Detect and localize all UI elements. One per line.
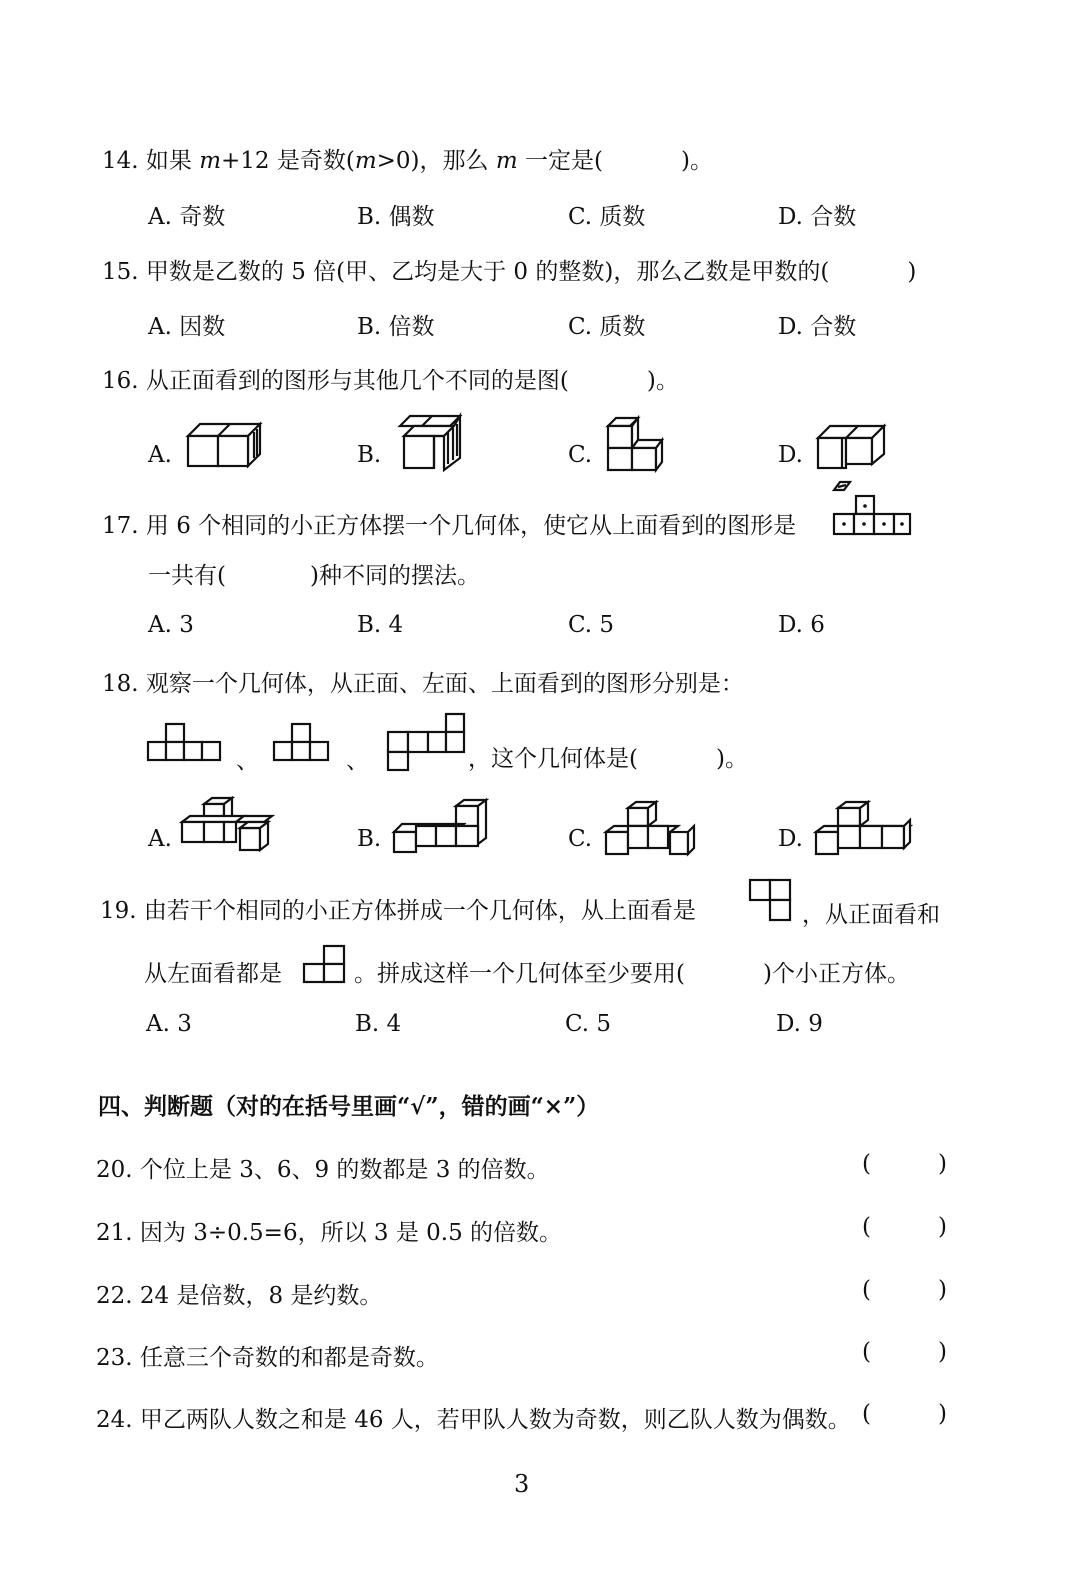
option-b: B. [357,826,382,852]
question-17 [102,507,796,540]
option-d: D. 9 [776,1011,823,1037]
question-text: )种不同的摆法。 [309,563,480,589]
question-text: ，从正面看和 [802,902,940,928]
cube-figure-b [398,414,468,474]
question-text: )。 [715,746,748,772]
question-number: 14. [102,148,139,174]
question-15 [102,253,916,286]
question-text: 一共有( [148,563,226,589]
question-text: ) [907,259,917,285]
question-14 [102,142,713,175]
question-text: 观察一个几何体，从正面、左面、上面看到的图形分别是： [145,671,744,697]
option-a: A. [148,826,172,852]
question-number: 18. [102,671,139,697]
separator: 、 [236,748,259,774]
question-17-line2 [148,557,480,590]
option-d: D. [778,826,803,852]
option-b: B. 倍数 [357,314,435,340]
question-text: 。拼成这样一个几何体至少要用( [354,961,685,987]
top-view-figure [746,876,794,924]
answer-bracket-open[interactable]: ( [862,1339,871,1365]
judgement-item-24 [96,1401,851,1434]
question-text: 甲乙两队人数之和是 46 人，若甲队人数为奇数，则乙队人数为偶数。 [139,1407,851,1433]
judgement-item-23 [96,1339,439,1372]
question-19-line2b [354,955,910,988]
variable-m: m [199,148,222,174]
option-b: B. [357,442,382,468]
question-19-line2a: 从左面看都是 [144,961,282,987]
question-text: 24 是倍数，8 是约数。 [139,1283,383,1309]
question-18 [102,665,744,698]
top-view-figure [384,710,470,774]
answer-bracket-close: ) [938,1277,947,1303]
question-text: 如果 [145,148,200,174]
option-c: C. [568,826,593,852]
question-number: 19. [100,898,137,924]
question-19 [100,892,696,925]
option-a: A. 3 [146,1011,192,1037]
question-text: )个小正方体。 [762,961,910,987]
question-number: 24. [96,1407,133,1433]
option-d: D. 6 [778,612,825,638]
variable-m: m [495,148,518,174]
option-d: D. 合数 [778,314,857,340]
question-text: 因为 3÷0.5=6，所以 3 是 0.5 的倍数。 [139,1220,563,1246]
cube-figure-a [180,796,280,858]
question-text: >0)，那么 [376,148,496,174]
question-number: 20. [96,1157,133,1183]
answer-bracket-close: ) [938,1214,947,1240]
option-c: C. [568,442,593,468]
left-view-figure [270,720,334,766]
question-18-line2 [468,740,748,773]
option-b: B. 4 [355,1011,402,1037]
question-text: +12 是奇数( [221,148,355,174]
question-text: 个位上是 3、6、9 的数都是 3 的倍数。 [139,1157,550,1183]
answer-bracket-close: ) [938,1151,947,1177]
judgement-item-20 [96,1151,550,1184]
answer-bracket-close: ) [938,1401,947,1427]
question-number: 23. [96,1345,133,1371]
option-c: C. 5 [565,1011,612,1037]
variable-m: m [354,148,377,174]
option-b: B. 偶数 [357,204,435,230]
question-text: 任意三个奇数的和都是奇数。 [139,1345,439,1371]
option-d: D. 合数 [778,204,857,230]
question-text: 甲数是乙数的 5 倍(甲、乙均是大于 0 的整数)，那么乙数是甲数的( [145,259,830,285]
option-a: A. 奇数 [148,204,226,230]
page-number: 3 [514,1470,530,1498]
answer-bracket-open[interactable]: ( [862,1214,871,1240]
judgement-item-22 [96,1277,382,1310]
answer-bracket-open[interactable]: ( [862,1277,871,1303]
cube-figure-c [604,416,668,474]
option-c: C. 质数 [568,314,646,340]
cube-figure-d [810,800,916,860]
question-text: 从正面看到的图形与其他几个不同的是图( [145,368,569,394]
question-number: 16. [102,368,139,394]
question-text: )。 [680,148,713,174]
option-b: B. 4 [357,612,404,638]
question-text: 由若干个相同的小正方体拼成一个几何体，从上面看是 [143,898,696,924]
section-title: 四、判断题（对的在括号里画“√”，错的画“×”） [98,1093,600,1120]
question-text: 一定是( [517,148,603,174]
option-a: A. 3 [148,612,194,638]
question-number: 15. [102,259,139,285]
question-text: )。 [646,368,679,394]
question-number: 22. [96,1283,133,1309]
question-number: 17. [102,513,139,539]
cube-figure-a [186,418,266,470]
cube-figure-d [814,422,890,474]
option-c: C. 质数 [568,204,646,230]
answer-bracket-open[interactable]: ( [862,1151,871,1177]
question-text: ，这个几何体是( [468,746,638,772]
answer-bracket-open[interactable]: ( [862,1401,871,1427]
separator: 、 [346,748,369,774]
question-number: 21. [96,1220,133,1246]
front-left-view-figure [300,942,348,986]
option-c: C. 5 [568,612,615,638]
answer-bracket-close: ) [938,1339,947,1365]
question-text: 用 6 个相同的小正方体摆一个几何体，使它从上面看到的图形是 [145,513,797,539]
option-a: A. 因数 [148,314,226,340]
judgement-item-21 [96,1214,562,1247]
top-view-figure [830,480,914,538]
option-d: D. [778,442,803,468]
question-16 [102,362,679,395]
option-a: A. [148,442,172,468]
cube-figure-c [600,800,700,860]
front-view-figure [144,720,226,766]
cube-figure-b [390,798,490,858]
